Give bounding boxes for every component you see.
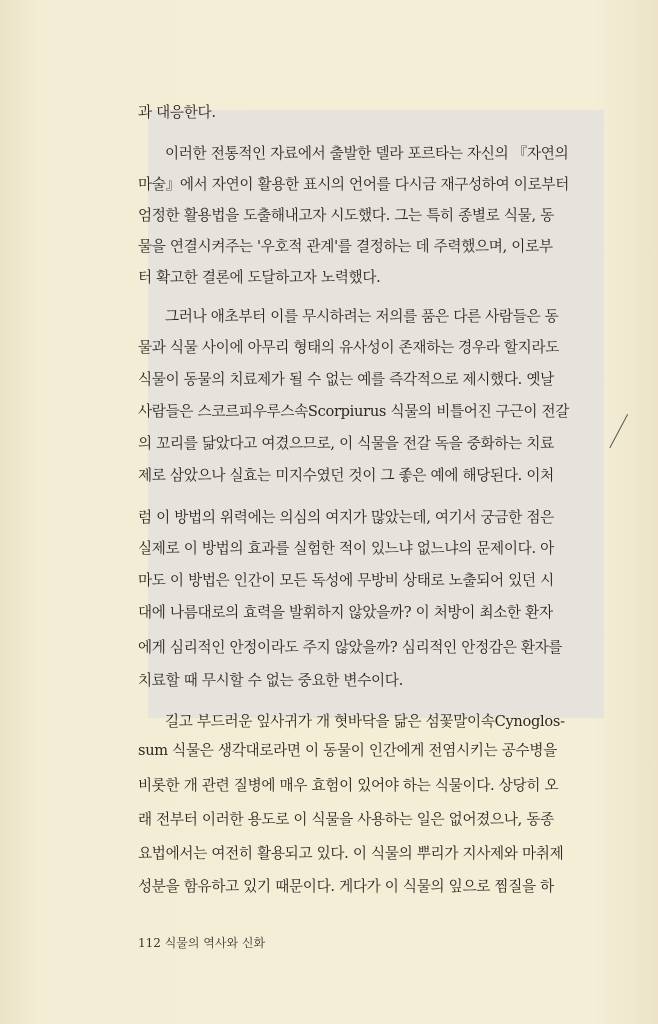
page-footer: 112 식물의 역사와 신화 [138,936,266,950]
text-line: 물을 연결시켜주는 '우호적 관계'를 결정하는 데 주력했으며, 이로부 [138,238,553,255]
text-line: sum 식물은 생각대로라면 이 동물이 인간에게 전염시키는 공수병을 [138,742,557,759]
text-line: 엄정한 활용법을 도출해내고자 시도했다. 그는 특히 종별로 식물, 동 [138,207,554,224]
text-line: 대에 나름대로의 효력을 발휘하지 않았을까? 이 처방이 최소한 환자 [138,604,553,621]
text-line: 비롯한 개 관련 질병에 매우 효험이 있어야 하는 식물이다. 상당히 오 [138,777,559,794]
text-line: 터 확고한 결론에 도달하고자 노력했다. [138,269,381,286]
text-line: 식물이 동물의 치료제가 될 수 없는 예를 즉각적으로 제시했다. 옛날 [138,371,554,388]
text-line: 에게 심리적인 안정이라도 주지 않았을까? 심리적인 안정감은 환자를 [138,639,563,656]
text-line: 래 전부터 이러한 용도로 이 식물을 사용하는 일은 없어졌으나, 동종 [138,811,554,828]
text-line: 의 꼬리를 닮았다고 여겼으므로, 이 식물을 전갈 독을 중화하는 치료 [138,435,554,452]
text-line: 마도 이 방법은 인간이 모든 독성에 무방비 상태로 노출되어 있던 시 [138,572,554,589]
text-line: 이러한 전통적인 자료에서 출발한 델라 포르타는 자신의 『자연의 [165,145,569,162]
text-line: 그러나 애초부터 이를 무시하려는 저의를 품은 다른 사람들은 동 [165,308,559,325]
text-line: 치료할 때 무시할 수 없는 중요한 변수이다. [138,672,403,689]
text-line: 제로 삼았으나 실효는 미지수였던 것이 그 좋은 예에 해당된다. 이처 [138,467,554,484]
text-line: 럼 이 방법의 위력에는 의심의 여지가 많았는데, 여기서 궁금한 점은 [138,509,554,526]
text-line: 요법에서는 여전히 활용되고 있다. 이 식물의 뿌리가 지사제와 마취제 [138,845,564,862]
text-line: 성분을 함유하고 있기 때문이다. 게다가 이 식물의 잎으로 찜질을 하 [138,878,554,895]
text-line: 실제로 이 방법의 효과를 실험한 적이 있느냐 없느냐의 문제이다. 아 [138,540,554,557]
text-line: 사람들은 스코르피우루스속Scorpiurus 식물의 비틀어진 구근이 전갈 [138,403,570,420]
text-line: 마술』에서 자연이 활용한 표시의 언어를 다시금 재구성하여 이로부터 [138,176,570,193]
text-line: 길고 부드러운 잎사귀가 개 혓바닥을 닮은 섬꽃말이속Cynoglos- [165,713,565,730]
text-line: 과 대응한다. [138,104,216,121]
text-line: 물과 식물 사이에 아무리 형태의 유사성이 존재하는 경우라 할지라도 [138,339,560,356]
